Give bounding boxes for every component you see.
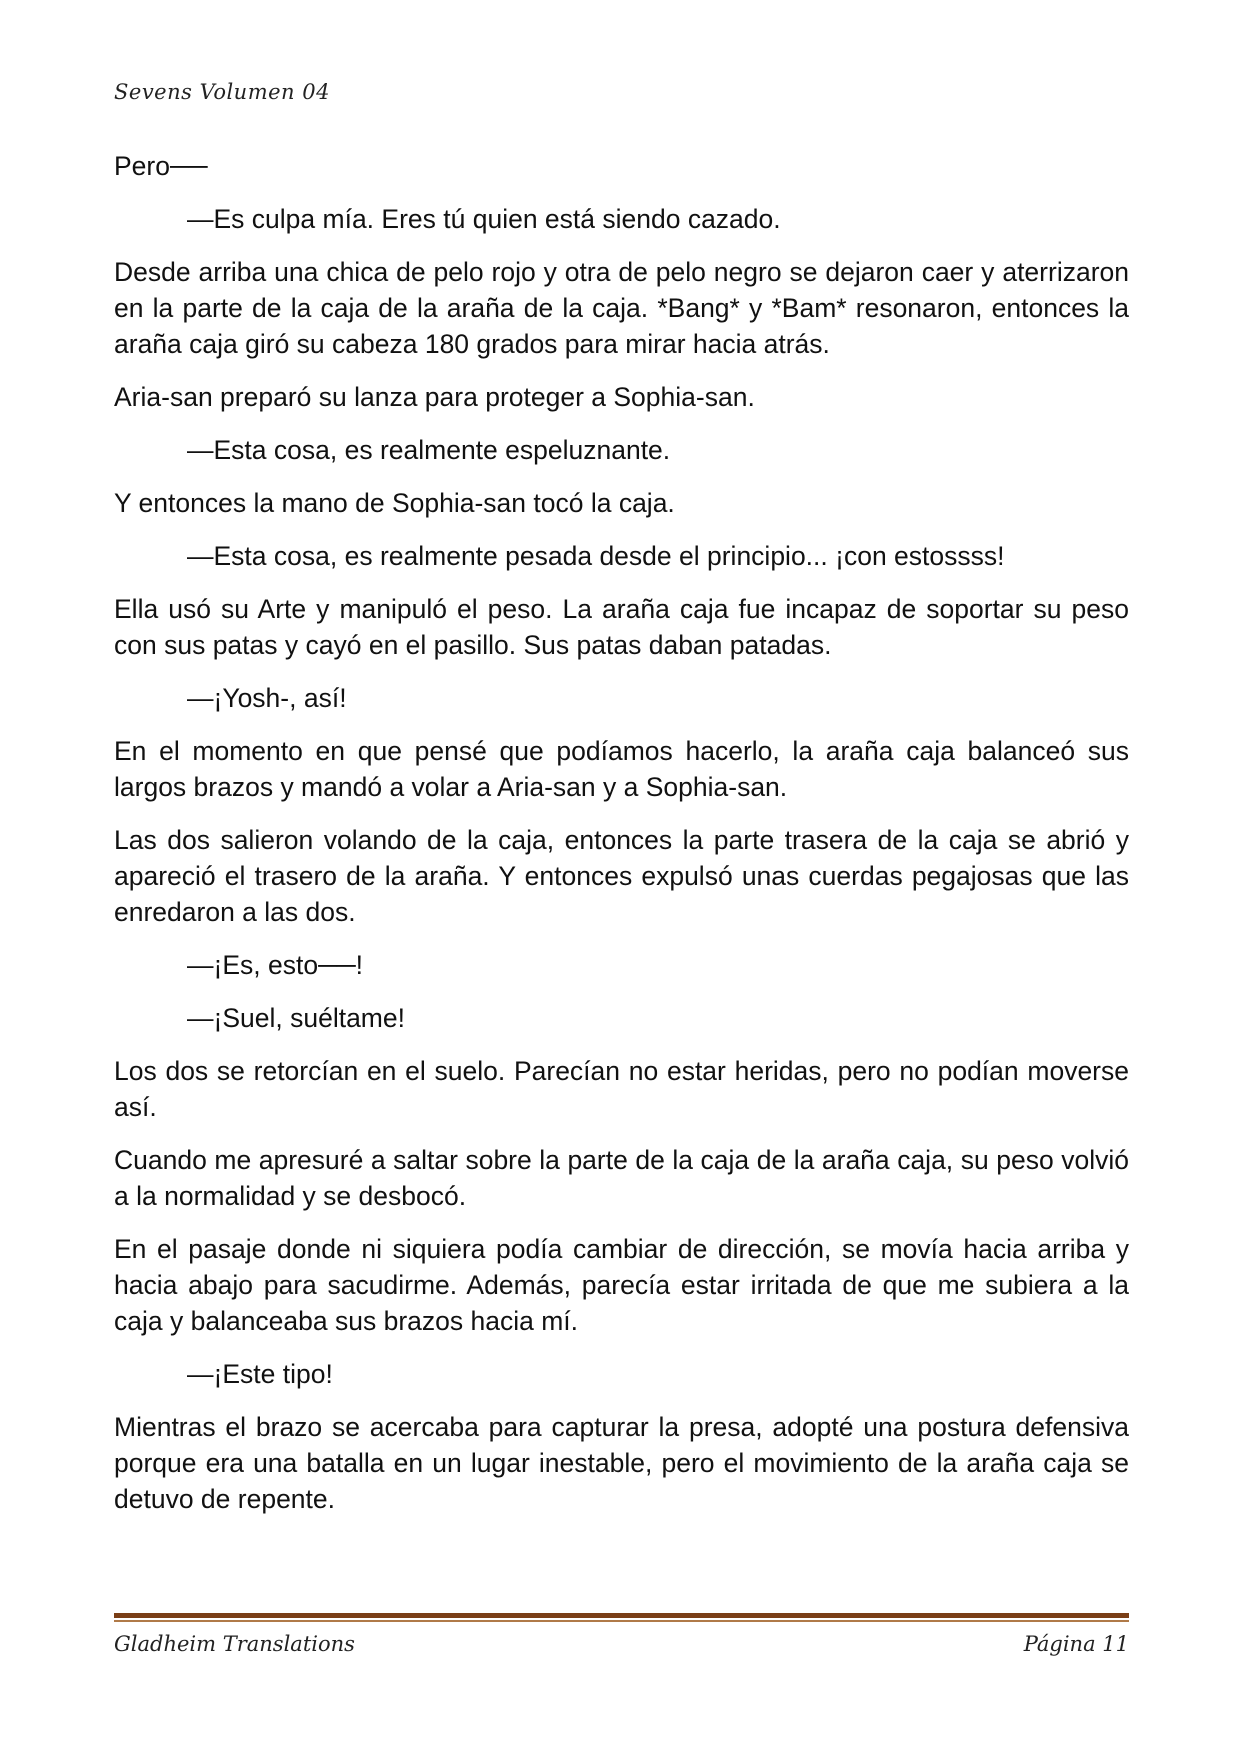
dialogue-line: —¡Este tipo! xyxy=(187,1359,333,1389)
paragraph: Y entonces la mano de Sophia-san tocó la caja. xyxy=(114,488,675,518)
page-number: Página 11 xyxy=(1023,1632,1129,1656)
dialogue-line: —¡Suel, suéltame! xyxy=(187,1003,405,1033)
footer-credit: Gladheim Translations xyxy=(114,1632,355,1656)
paragraph: Las dos salieron volando de la caja, entonces la parte trasera de la caja se abrió y apareció el trasero de la araña. Y entonces expulsó unas cuerdas pegajosas que las enredaron a las dos. xyxy=(114,825,1129,927)
paragraph: Pero── xyxy=(114,151,208,181)
footer-divider-thin xyxy=(114,1620,1129,1622)
running-header: Sevens Volumen 04 xyxy=(114,80,330,104)
body-text xyxy=(114,148,1129,1534)
dialogue-line: —Esta cosa, es realmente pesada desde el principio... ¡con estossss! xyxy=(187,541,1005,571)
paragraph: Mientras el brazo se acercaba para capturar la presa, adopté una postura defensiva porque era una batalla en un lugar inestable, pero el movimiento de la araña caja se detuvo de repente. xyxy=(114,1412,1129,1514)
dialogue-line: —¡Yosh-, así! xyxy=(187,683,347,713)
dialogue-line: —Esta cosa, es realmente espeluznante. xyxy=(187,435,671,465)
paragraph: Ella usó su Arte y manipuló el peso. La araña caja fue incapaz de soportar su peso con sus patas y cayó en el pasillo. Sus patas daban patadas. xyxy=(114,594,1129,660)
dialogue-line: —Es culpa mía. Eres tú quien está siendo cazado. xyxy=(187,204,781,234)
dialogue-line: —¡Es, esto──! xyxy=(187,950,363,980)
paragraph: Desde arriba una chica de pelo rojo y otra de pelo negro se dejaron caer y aterrizaron en la parte de la caja de la araña de la caja. *Bang* y *Bam* resonaron, entonces la araña caja giró su cabeza 180 grados para mirar hacia atrás. xyxy=(114,257,1129,359)
paragraph: Cuando me apresuré a saltar sobre la parte de la caja de la araña caja, su peso volvió a la normalidad y se desbocó. xyxy=(114,1145,1129,1211)
footer-divider-thick xyxy=(114,1613,1129,1618)
paragraph: Aria-san preparó su lanza para proteger a Sophia-san. xyxy=(114,382,755,412)
paragraph: Los dos se retorcían en el suelo. Parecían no estar heridas, pero no podían moverse así. xyxy=(114,1056,1129,1122)
paragraph: En el pasaje donde ni siquiera podía cambiar de dirección, se movía hacia arriba y hacia abajo para sacudirme. Además, parecía estar irritada de que me subiera a la caja y balanceaba sus brazos hacia mí. xyxy=(114,1234,1129,1336)
paragraph: En el momento en que pensé que podíamos hacerlo, la araña caja balanceó sus largos brazos y mandó a volar a Aria-san y a Sophia-san. xyxy=(114,736,1129,802)
footer-divider xyxy=(114,1613,1129,1622)
